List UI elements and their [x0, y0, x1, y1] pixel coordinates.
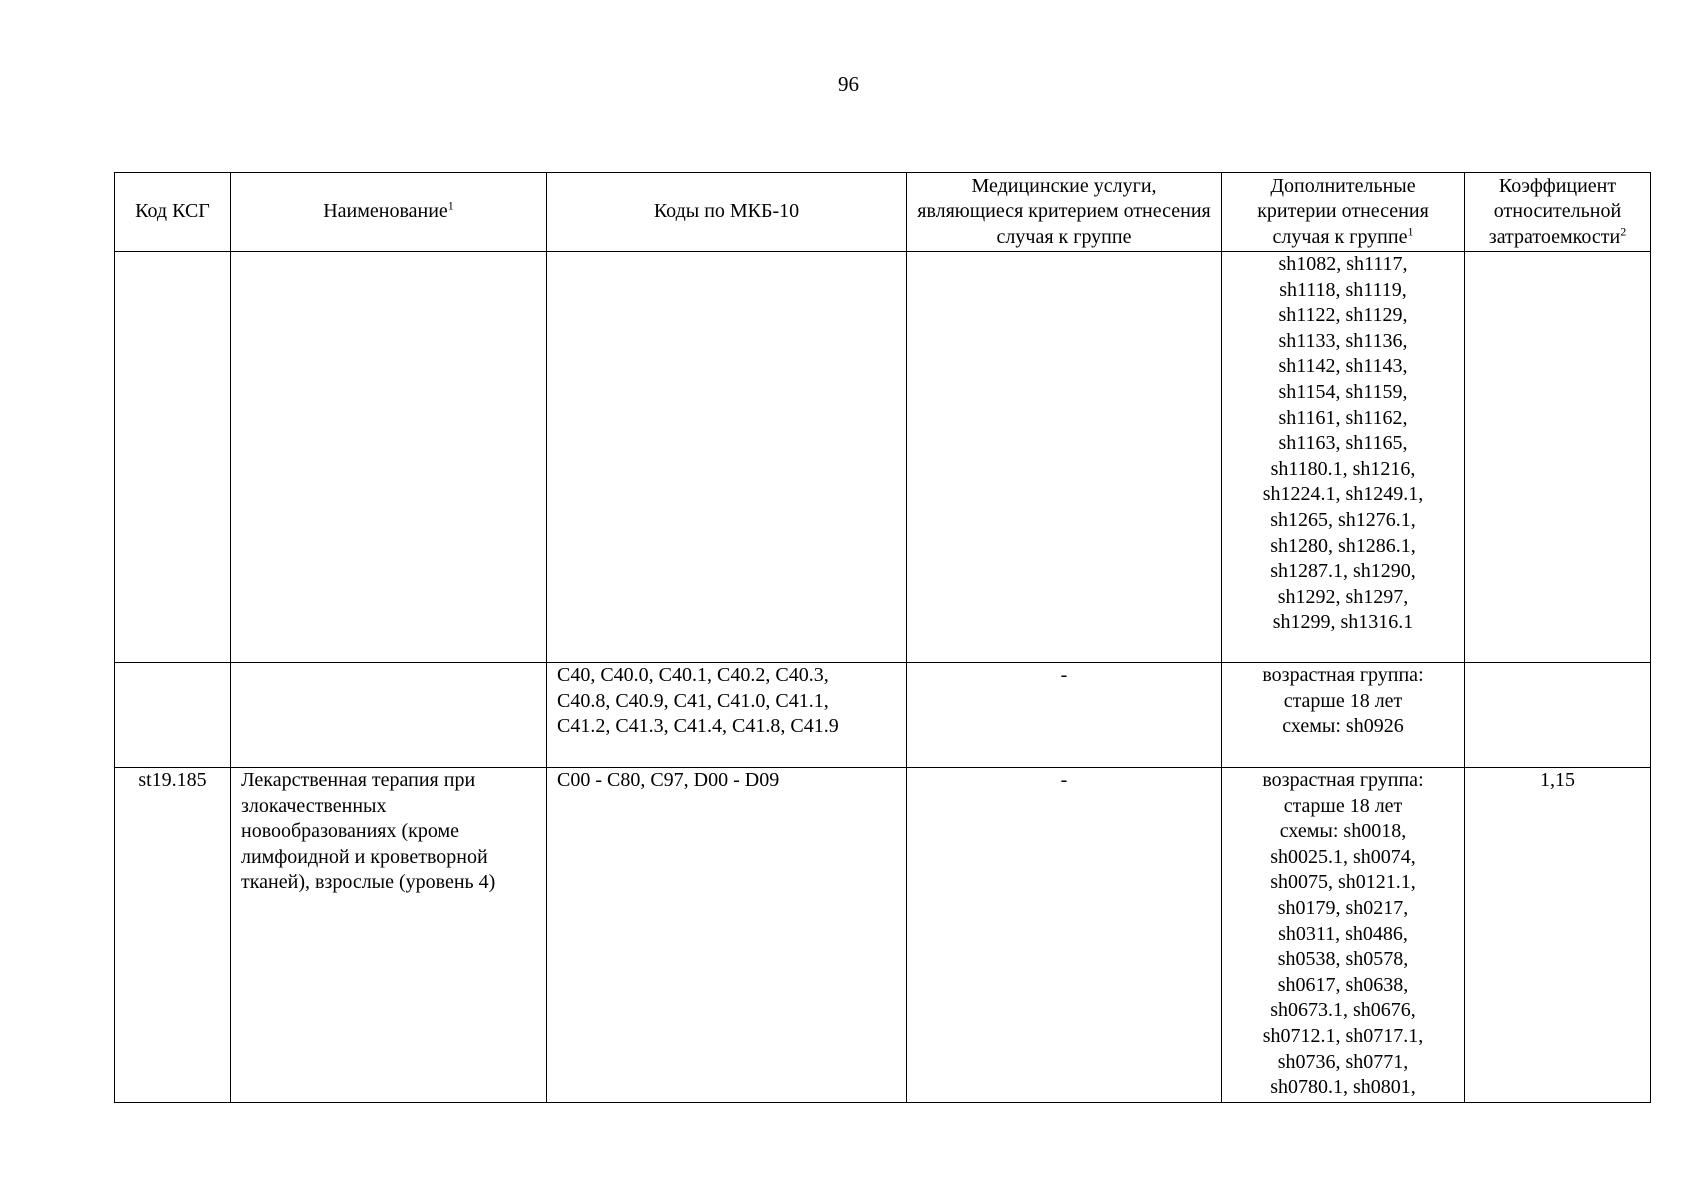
- header-name: Наименование$^1$: [231, 173, 547, 252]
- cell-medical-services: -: [907, 663, 1222, 768]
- cell-mkb-codes: C00 - C80, C97, D00 - D09: [547, 768, 907, 1103]
- footnote-marker: 2: [1620, 224, 1627, 239]
- cell-mkb-codes: C40, C40.0, C40.1, C40.2, C40.3, C40.8, C40.9, C41, C41.0, C41.1, C41.2, C41.3, C41.4, C41.8, C41.9: [547, 663, 907, 768]
- table-row: [115, 768, 1651, 1103]
- footnote-marker: 1: [1407, 224, 1414, 239]
- header-cost-coefficient: Коэффициент относительной затратоемкости$^2$: [1465, 173, 1651, 252]
- cell-ksg-code: st19.185: [115, 768, 231, 1103]
- cell-additional-criteria: возрастная группа: старше 18 лет схемы: sh0018, sh0025.1, sh0074, sh0075, sh0121.1, sh0179, sh0217, sh0311, sh0486, sh0538, sh0578, sh0617, sh0638, sh0673.1, sh0676, sh0712.1, sh0717.1, sh0736, sh0771, sh0780.1, sh0801,: [1222, 768, 1465, 1103]
- cell-name: [231, 252, 547, 663]
- footnote-marker: 1: [447, 198, 454, 213]
- cell-ksg-code: [115, 663, 231, 768]
- header-mkb-codes: Коды по МКБ-10: [547, 173, 907, 252]
- header-medical-services: Медицинские услуги, являющиеся критерием отнесения случая к группе: [907, 173, 1222, 252]
- cell-name: [231, 663, 547, 768]
- cell-mkb-codes: [547, 252, 907, 663]
- header-additional-criteria: Дополнительные критерии отнесения случая к группе$^1$: [1222, 173, 1465, 252]
- cell-medical-services: [907, 252, 1222, 663]
- header-ksg-code: Код КСГ: [115, 173, 231, 252]
- cell-cost-coefficient: 1,15: [1465, 768, 1651, 1103]
- table-row: [115, 252, 1651, 663]
- cell-medical-services: -: [907, 768, 1222, 1103]
- cell-cost-coefficient: [1465, 663, 1651, 768]
- cell-name: Лекарственная терапия при злокачественных новообразованиях (кроме лимфоидной и кроветворной тканей), взрослые (уровень 4): [231, 768, 547, 1103]
- cell-cost-coefficient: [1465, 252, 1651, 663]
- cell-additional-criteria: sh1082, sh1117, sh1118, sh1119, sh1122, sh1129, sh1133, sh1136, sh1142, sh1143, sh1154, sh1159, sh1161, sh1162, sh1163, sh1165, sh1180.1, sh1216, sh1224.1, sh1249.1, sh1265, sh1276.1, sh1280, sh1286.1, sh1287.1, sh1290, sh1292, sh1297, sh1299, sh1316.1: [1222, 252, 1465, 663]
- cell-ksg-code: [115, 252, 231, 663]
- ksg-table: [114, 172, 1651, 1103]
- page-number: 96: [838, 72, 859, 96]
- cell-additional-criteria: возрастная группа: старше 18 лет схемы: sh0926: [1222, 663, 1465, 768]
- table-header-row: [115, 173, 1651, 252]
- table-row: [115, 663, 1651, 768]
